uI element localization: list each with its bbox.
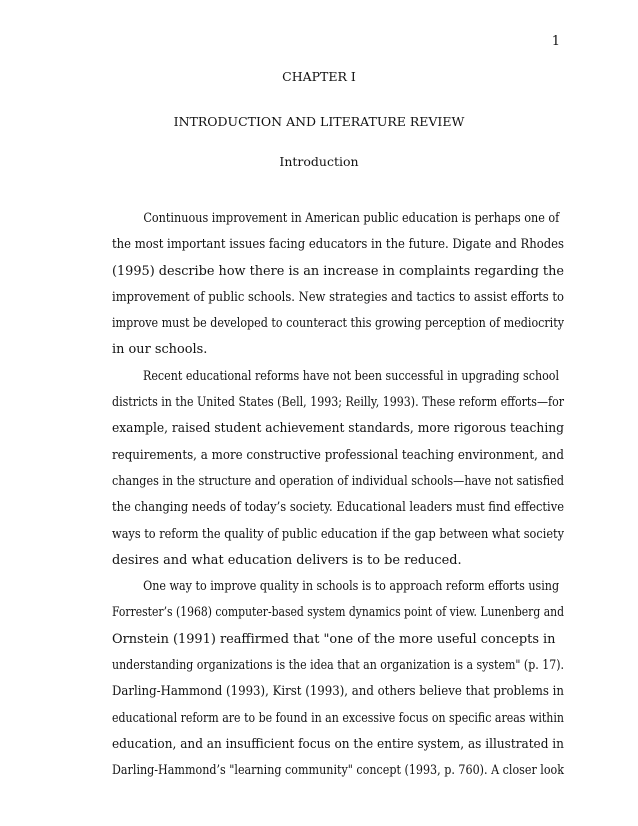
text-line: educational reform are to be found in an excessive focus on specific areas within <box>112 710 564 726</box>
italic-term: system dynamics <box>307 605 401 621</box>
text-line <box>112 600 565 626</box>
text-run: point of view. Lunenberg and <box>400 605 565 621</box>
text-line: example, raised student achievement standards, more rigorous teaching <box>112 421 564 437</box>
body-text <box>112 206 564 785</box>
text-line: Recent educational reforms have not been successful in upgrading school <box>142 368 559 384</box>
text-line: Darling-Hammond’s "learning community" concept (1993, p. 760). A closer look <box>112 763 565 779</box>
text-line: One way to improve quality in schools is to approach reform efforts using <box>143 579 560 595</box>
text-line: (1995) describe how there is an increase in complaints regarding the <box>112 263 564 279</box>
text-line: the most important issues facing educators in the future. Digate and Rhodes <box>112 237 565 253</box>
text-line: in our schools. <box>112 342 208 358</box>
text-line: Ornstein (1991) reaffirmed that "one of the more useful concepts in <box>112 631 556 647</box>
text-line: districts in the United States (Bell, 1993; Reilly, 1993). These reform efforts—for <box>112 395 565 411</box>
text-line: Continuous improvement in American public education is perhaps one of <box>143 211 560 226</box>
text-line: the changing needs of today’s society. Educational leaders must find effective <box>112 500 564 516</box>
text-line: understanding organizations is the idea that an organization is a system" (p. 17). <box>112 658 564 674</box>
section-heading: Introduction <box>279 154 359 169</box>
text-run: Forrester’s (1968) computer-based <box>112 605 308 621</box>
text-line: Darling-Hammond (1993), Kirst (1993), and others believe that problems in <box>112 684 565 700</box>
text-line: changes in the structure and operation of individual schools—have not satisfied <box>112 473 565 489</box>
text-line: desires and what education delivers is to be reduced. <box>112 552 462 568</box>
text-line: improve must be developed to counteract this growing perception of mediocrity <box>112 316 564 332</box>
page-number: 1 <box>551 34 560 49</box>
text-line: improvement of public schools. New strategies and tactics to assist efforts to <box>112 289 564 305</box>
chapter-subtitle: INTRODUCTION AND LITERATURE REVIEW <box>173 114 465 129</box>
text-line: requirements, a more constructive professional teaching environment, and <box>112 447 565 463</box>
text-line: ways to reform the quality of public education if the gap between what society <box>112 526 564 542</box>
text-line: education, and an insufficient focus on the entire system, as illustrated in <box>112 736 564 752</box>
chapter-title: CHAPTER I <box>282 69 356 84</box>
